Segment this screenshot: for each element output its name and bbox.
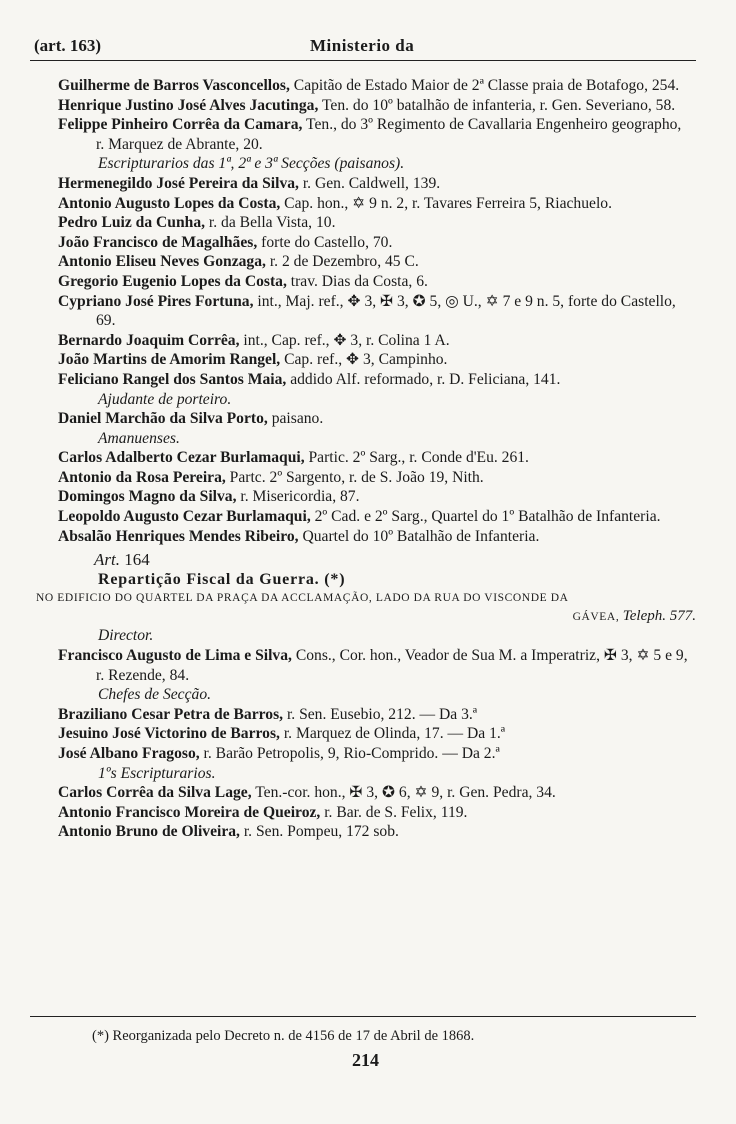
footnote: (*) Reorganizada pelo Decreto n. de 4156 de 17 de Abril de 1868. [92,1028,475,1044]
subheading-director: Director. [98,627,154,645]
list-item [58,194,692,214]
subheading-escripturarios-seccoes: Escripturarios das 1ª, 2ª e 3ª Secções (paisanos). [98,155,405,173]
entry-details: Ten., do 3º Regimento de Cavallaria Engenheiro geographo, r. Marquez de Abrante, 20. [96,116,682,153]
chefes-list [58,705,692,764]
subheading-amanuenses: Amanuenses. [98,429,180,447]
list-item [58,527,692,547]
entry-details: r. Marquez de Olinda, 17. — Da 1.ª [279,725,506,743]
entry-details: r. da Bella Vista, 10. [205,214,336,232]
entry-details: addido Alf. reformado, r. D. Feliciana, 141. [286,370,561,388]
list-item [58,370,692,390]
entry-name: Antonio Eliseu Neves Gonzaga, [58,253,266,271]
list-item [58,233,692,253]
entry-details: int., Cap. ref., ✥ 3, r. Colina 1 A. [239,331,450,349]
entry-details: r. Sen. Pompeu, 172 sob. [239,823,399,841]
entry-details: Partic. 2º Sarg., r. Conde d'Eu. 261. [304,449,529,467]
entry-name: João Francisco de Magalhães, [58,233,258,251]
list-item [58,115,692,154]
page-number: 214 [352,1050,379,1070]
entry-name: João Martins de Amorim Rangel, [58,351,281,369]
entry-details: Cons., Cor. hon., Veador de Sua M. a Imperatriz, ✠ 3, ✡ 5 e 9, r. Rezende, 84. [96,647,688,684]
list-item [58,822,692,842]
entry-name: Jesuino José Victorino de Barros, [58,725,280,743]
entry-details: Partc. 2º Sargento, r. de S. João 19, Nith. [225,468,484,486]
list-item [58,350,692,370]
entry-name: Guilherme de Barros Vasconcellos, [58,77,290,94]
entry-name: Henrique Justino José Alves Jacutinga, [58,96,319,114]
section-title: Repartição Fiscal da Guerra. (*) [98,570,346,588]
entry-details: Cap. hon., ✡ 9 n. 2, r. Tavares Ferreira 5, Riachuelo. [280,194,612,212]
entry-details: Ten. do 10º batalhão de infanteria, r. Gen. Severiano, 58. [318,96,676,114]
list-item [58,646,692,685]
entry-name: Antonio da Rosa Pereira, [58,468,226,486]
entry-name: Carlos Adalberto Cezar Burlamaqui, [58,449,305,467]
footnote-rule [30,1016,696,1017]
entry-details: Capitão de Estado Maior de 2ª Classe praia de Botafogo, 254. [289,77,680,94]
entry-details: 2º Cad. e 2º Sarg., Quartel do 1º Batalhão de Infanteria. [310,508,661,526]
subheading-ajudante: Ajudante de porteiro. [98,390,232,408]
location-line: NO EDIFICIO DO QUARTEL DA PRAÇA DA ACCLAMAÇÃO, LADO DA RUA DO VISCONDE DA [36,592,569,605]
list-item [58,783,692,803]
entry-name: Antonio Francisco Moreira de Queiroz, [58,803,321,821]
article-number-value: 164 [124,550,150,570]
list-item [58,272,692,292]
list-item [58,507,692,527]
article-number [58,550,692,570]
entry-details: forte do Castello, 70. [257,233,393,251]
location-line-2 [36,607,736,626]
list-item [58,213,692,233]
entry-name: José Albano Fragoso, [58,745,200,762]
list-item [58,409,692,429]
entry-details: Ten.-cor. hon., ✠ 3, ✪ 6, ✡ 9, r. Gen. Pedra, 34. [251,784,556,802]
entry-name: Felippe Pinheiro Corrêa da Camara, [58,116,303,134]
entry-name: Daniel Marchão da Silva Porto, [58,410,268,428]
entry-details: trav. Dias da Costa, 6. [286,272,428,290]
list-item [58,96,692,116]
entry-details: r. Barão Petropolis, 9, Rio-Comprido. — Da 2.ª [199,745,500,762]
entry-name: Leopoldo Augusto Cezar Burlamaqui, [58,508,311,526]
entry-details: int., Maj. ref., ✥ 3, ✠ 3, ✪ 5, ◎ U., ✡ 7 e 9 n. 5, forte do Castello, 69. [96,292,676,330]
escripturarios-list [58,783,692,842]
entry-details: Quartel do 10º Batalhão de Infanteria. [298,527,540,545]
list-item [58,744,692,764]
entry-name: Braziliano Cesar Petra de Barros, [58,705,284,723]
entry-name: Gregorio Eugenio Lopes da Costa, [58,272,287,290]
entry-name: Cypriano José Pires Fortuna, [58,292,254,310]
entry-name: Hermenegildo José Pereira da Silva, [58,174,299,192]
location-street: GÁVEA, [572,611,620,624]
list-item [58,705,692,725]
running-header [34,34,694,60]
entry-name: Absalão Henriques Mendes Ribeiro, [58,527,299,545]
list-item [58,448,692,468]
entry-name: Feliciano Rangel dos Santos Maia, [58,370,287,388]
telephone: Teleph. 577. [622,608,696,625]
section2-list [58,174,692,390]
entry-name: Francisco Augusto de Lima e Silva, [58,647,292,665]
entry-details: r. Gen. Caldwell, 139. [298,174,441,192]
entry-details: paisano. [267,410,324,428]
entry-name: Antonio Augusto Lopes da Costa, [58,194,281,212]
entry-name: Domingos Magno da Silva, [58,488,237,506]
entry-details: r. Misericordia, 87. [236,488,360,506]
entry-details: r. Sen. Eusebio, 212. — Da 3.ª [283,705,478,723]
header-rule [30,60,696,61]
list-item [58,468,692,488]
amanuenses-list [58,448,692,546]
entry-name: Pedro Luiz da Cunha, [58,214,206,232]
entry-name: Carlos Corrêa da Silva Lage, [58,784,252,802]
subheading-1os-escripturarios: 1ºs Escripturarios. [98,764,216,782]
article-reference: (art. 163) [34,36,102,55]
list-item [58,487,692,507]
list-item [58,724,692,744]
list-item [58,292,692,331]
entry-details: r. Bar. de S. Felix, 119. [320,803,468,821]
section1-list [58,76,692,154]
entry-name: Bernardo Joaquim Corrêa, [58,331,240,349]
entry-details: r. 2 de Dezembro, 45 C. [265,253,419,271]
entry-name: Antonio Bruno de Oliveira, [58,823,240,841]
list-item [58,174,692,194]
subheading-chefes: Chefes de Secção. [98,686,212,704]
entry-details: Cap. ref., ✥ 3, Campinho. [280,351,448,369]
page-body [36,76,696,842]
list-item [58,803,692,823]
list-item [58,76,692,96]
ministry-heading: Ministerio da [310,36,415,55]
list-item [58,252,692,272]
list-item [58,331,692,351]
article-label: Art. [94,550,120,570]
